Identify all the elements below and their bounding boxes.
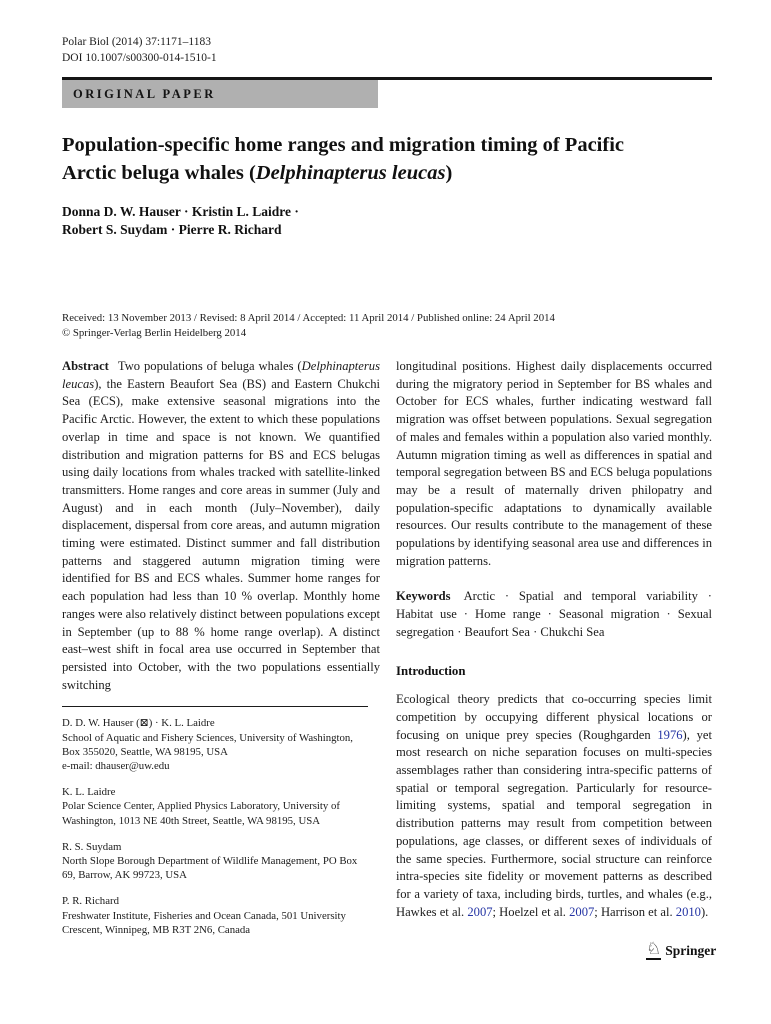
affiliation-block [62,716,368,773]
citation-link-hoelzel-2007[interactable]: 2007 [569,904,595,919]
keywords-text: Arctic · Spatial and temporal variability · Habitat use · Home range · Seasonal migration · Sexual segregation · Beaufort Sea · Chukchi Sea [396,589,712,639]
affiliation-authors: R. S. Suydam [62,840,122,853]
affiliation-block [62,840,368,883]
abstract-text-col1: ), the Eastern Beaufort Sea (BS) and Eastern Chukchi Sea (ECS), make extensive seasonal migrations into the Pacific Arctic. However, the extent to which these populations overlap in time and space is not known. We quantified distribution and migration patterns for BS and ECS belugas using daily locations from whales tracked with satellite-linked transmitters. Home ranges and core areas in summer (July and August) and in each month (July–November), daily displacement, dispersal from core areas, and autumn migration timing were estimated. Distinct summer and fall distribution patterns and staggered autumn migration timing were identified for BS and ECS whales. Summer home ranges for each population had less than 10 % overlap. Monthly home ranges were also relatively distinct between populations except in September (up to 88 % home range overlap). A distinct east–west shift in focal area use occurred in September that persisted into October, with the two populations essentially switching [62,376,380,692]
intro-text: ), yet most research on niche separation focuses on multi-species assemblages rather than considering intra-specific patterns of spatial or temporal segregation. Particularly for resource-limiting systems, spatial and temporal segregation in distribution patterns may result from competition between populations, age classes, or different sexes of individuals of the same species. Furthermore, social structure can reinforce intra-species site fidelity or movement patterns as described for a variety of taxa, including birds, turtles, and whales (e.g., Hawkes et al. [396,727,712,919]
author-line-1: Donna D. W. Hauser · Kristin L. Laidre · [62,204,299,219]
article-type-badge: ORIGINAL PAPER [62,80,378,108]
publisher-name: Springer [665,942,717,958]
keywords-paragraph [396,588,712,641]
article-title [62,131,710,187]
affiliation-block [62,785,368,828]
journal-reference: Polar Biol (2014) 37:1171–1183 [62,36,211,48]
left-column [62,358,380,694]
intro-text: Ecological theory predicts that co-occurring species limit competition by occupying different physical locations or focusing on unique prey species (Roughgarden [396,692,712,742]
right-column [396,358,712,921]
author-list [62,203,299,239]
publication-dates [62,311,555,341]
header [62,34,217,66]
doi: DOI 10.1007/s00300-014-1510-1 [62,52,217,64]
author-affiliations-footnote [62,706,368,949]
intro-text: ; Harrison et al. [594,904,676,919]
affiliation-authors: D. D. W. Hauser (⊠) · K. L. Laidre [62,717,215,730]
affiliation-email: e-mail: dhauser@uw.edu [62,759,170,772]
abstract-species-name: Delphinapterus leucas [62,359,380,391]
affiliation-address: North Slope Borough Department of Wildlife Management, PO Box 69, Barrow, AK 99723, USA [62,854,358,882]
title-line1: Population-specific home ranges and migration timing of Pacific [62,134,624,156]
affiliation-address: Freshwater Institute, Fisheries and Ocean Canada, 501 University Crescent, Winnipeg, MB R3T 2N6, Canada [62,909,346,936]
citation-link-harrison-2010[interactable]: 2010 [675,904,701,919]
introduction-heading: Introduction [396,663,466,678]
footnote-rule [62,706,368,707]
affiliation-authors: P. R. Richard [62,895,119,908]
keywords-label: Keywords [396,589,451,604]
affiliation-block [62,894,368,937]
affiliation-address: Polar Science Center, Applied Physics Laboratory, University of Washington, 1013 NE 40th Street, Seattle, WA 98195, USA [62,800,341,827]
intro-text: ). [700,904,709,919]
received-revised-accepted-line: Received: 13 November 2013 / Revised: 8 April 2014 / Accepted: 11 April 2014 / Published online: 24 April 2014 [62,312,555,324]
citation-link-roughgarden-1976[interactable]: 1976 [657,727,683,742]
publisher-logo [646,941,716,960]
abstract-label: Abstract [62,359,109,373]
affiliation-authors: K. L. Laidre [62,786,116,799]
intro-text: ; Hoelzel et al. [492,904,570,919]
affiliation-address: School of Aquatic and Fishery Sciences, University of Washington, Box 355020, Seattle, WA 98195, USA [62,731,354,758]
introduction-paragraph [396,691,712,921]
title-line2-close: ) [445,162,453,184]
title-line2: Arctic beluga whales ( [62,162,256,184]
copyright-line: © Springer-Verlag Berlin Heidelberg 2014 [62,327,247,339]
abstract-continued-paragraph: longitudinal positions. Highest daily displacements occurred during the migratory period in September for BS whales and October for ECS whales, further indicating westward fall migration was offset between populations. Sexual segregation of males and females within a population also varied monthly. Autumn migration timing as well as differences in spatial and temporal segregation between BS and ECS beluga populations may be a result of maternally driven philopatry and population-specific adaptations to dynamically available resources. Our results contribute to the management of these populations by identifying seasonal area use and differences in migration patterns. [396,359,712,568]
citation-link-hawkes-2007[interactable]: 2007 [467,904,493,919]
springer-horse-icon: ♘ [646,939,662,959]
abstract-paragraph [62,358,380,694]
abstract-text-pre: Two populations of beluga whales ( [117,359,302,373]
title-species-name: Delphinapterus leucas [255,162,446,184]
author-line-2: Robert S. Suydam · Pierre R. Richard [62,222,282,237]
